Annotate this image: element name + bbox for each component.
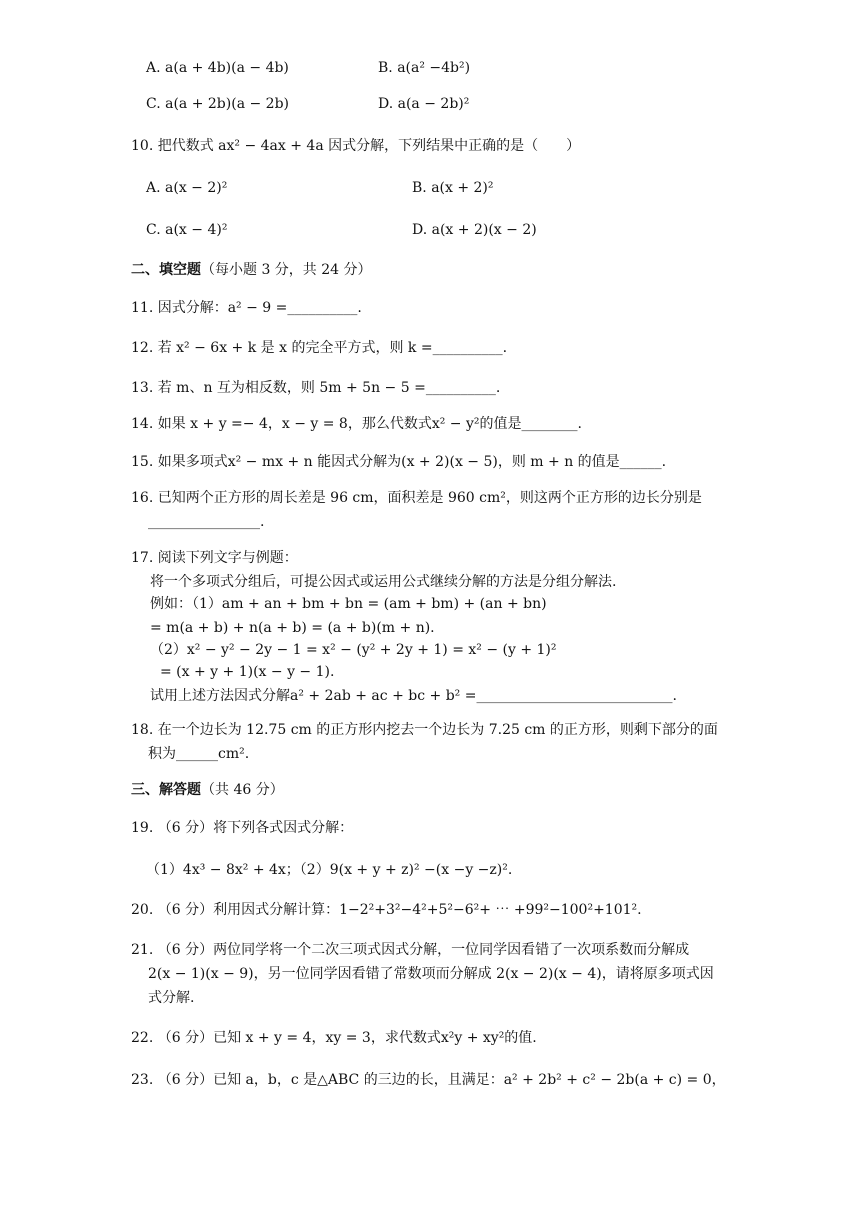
q10-option-c: C. a(x − 4)²	[146, 222, 228, 238]
section3-title: 三、解答题	[131, 782, 201, 798]
q18-line1: 18. 在一个边长为 12.75 cm 的正方形内挖去一个边长为 7.25 cm 的正方形，则剩下部分的面	[131, 722, 718, 738]
q19-line2: （1）4x³ − 8x² + 4x；（2）9(x + y + z)² −(x −y −z)².	[146, 862, 513, 878]
q9-option-a: A. a(a + 4b)(a − 4b)	[146, 60, 289, 76]
q17-line3: 例如：（1）am + an + bm + bn = (am + bm) + (an + bn)	[150, 596, 547, 612]
q14: 14. 如果 x + y =− 4，x − y = 8，那么代数式x² − y²的值是________.	[131, 416, 582, 432]
section3-note: （共 46 分）	[201, 782, 284, 798]
section3-heading	[131, 780, 284, 800]
q22: 22. （6 分）已知 x + y = 4，xy = 3，求代数式x²y + xy²的值.	[131, 1030, 537, 1046]
q19-line1: 19. （6 分）将下列各式因式分解：	[131, 820, 354, 836]
q9-option-b: B. a(a² −4b²)	[378, 60, 471, 76]
q17-line7: 试用上述方法因式分解a² + 2ab + ac + bc + b² =____________________________.	[150, 688, 677, 704]
q17-line6: = (x + y + 1)(x − y − 1).	[160, 664, 335, 680]
q10-stem: 10. 把代数式 ax² − 4ax + 4a 因式分解，下列结果中正确的是（ ）	[131, 138, 581, 154]
q16-line2: ________________.	[148, 514, 265, 530]
section2-title: 二、填空题	[131, 262, 201, 278]
q15: 15. 如果多项式x² − mx + n 能因式分解为(x + 2)(x − 5)，则 m + n 的值是______.	[131, 454, 667, 470]
q21-line1: 21. （6 分）两位同学将一个二次三项式因式分解，一位同学因看错了一次项系数而分解成	[131, 942, 690, 958]
q9-option-c: C. a(a + 2b)(a − 2b)	[146, 96, 290, 112]
q10-option-d: D. a(x + 2)(x − 2)	[412, 222, 537, 238]
q23: 23. （6 分）已知 a，b，c 是△ABC 的三边的长，且满足：a² + 2b² + c² − 2b(a + c) = 0，	[131, 1072, 726, 1088]
q10-option-b: B. a(x + 2)²	[412, 180, 494, 196]
q9-option-d: D. a(a − 2b)²	[378, 96, 470, 112]
section2-note: （每小题 3 分，共 24 分）	[201, 262, 372, 278]
section2-heading	[131, 260, 372, 280]
q20: 20. （6 分）利用因式分解计算：1−2²+3²−4²+5²−6²+ ⋯ +99²−100²+101².	[131, 902, 642, 918]
q16-line1: 16. 已知两个正方形的周长差是 96 cm，面积差是 960 cm²，则这两个正方形的边长分别是	[131, 490, 702, 506]
q18-line2: 积为______cm².	[148, 746, 250, 762]
q21-line2: 2(x − 1)(x − 9)，另一位同学因看错了常数项而分解成 2(x − 2)(x − 4)，请将原多项式因	[148, 966, 714, 982]
q21-line3: 式分解.	[148, 990, 195, 1006]
q12: 12. 若 x² − 6x + k 是 x 的完全平方式，则 k =__________.	[131, 340, 508, 356]
q13: 13. 若 m、n 互为相反数，则 5m + 5n − 5 =__________.	[131, 380, 501, 396]
q11: 11. 因式分解：a² − 9 =__________.	[131, 300, 362, 316]
q17-line4: = m(a + b) + n(a + b) = (a + b)(m + n).	[150, 620, 435, 636]
q10-option-a: A. a(x − 2)²	[146, 180, 228, 196]
q17-line1: 17. 阅读下列文字与例题：	[131, 550, 298, 566]
q17-line2: 将一个多项式分组后，可提公因式或运用公式继续分解的方法是分组分解法.	[150, 574, 617, 590]
q17-line5: （2）x² − y² − 2y − 1 = x² − (y² + 2y + 1) = x² − (y + 1)²	[150, 642, 557, 658]
